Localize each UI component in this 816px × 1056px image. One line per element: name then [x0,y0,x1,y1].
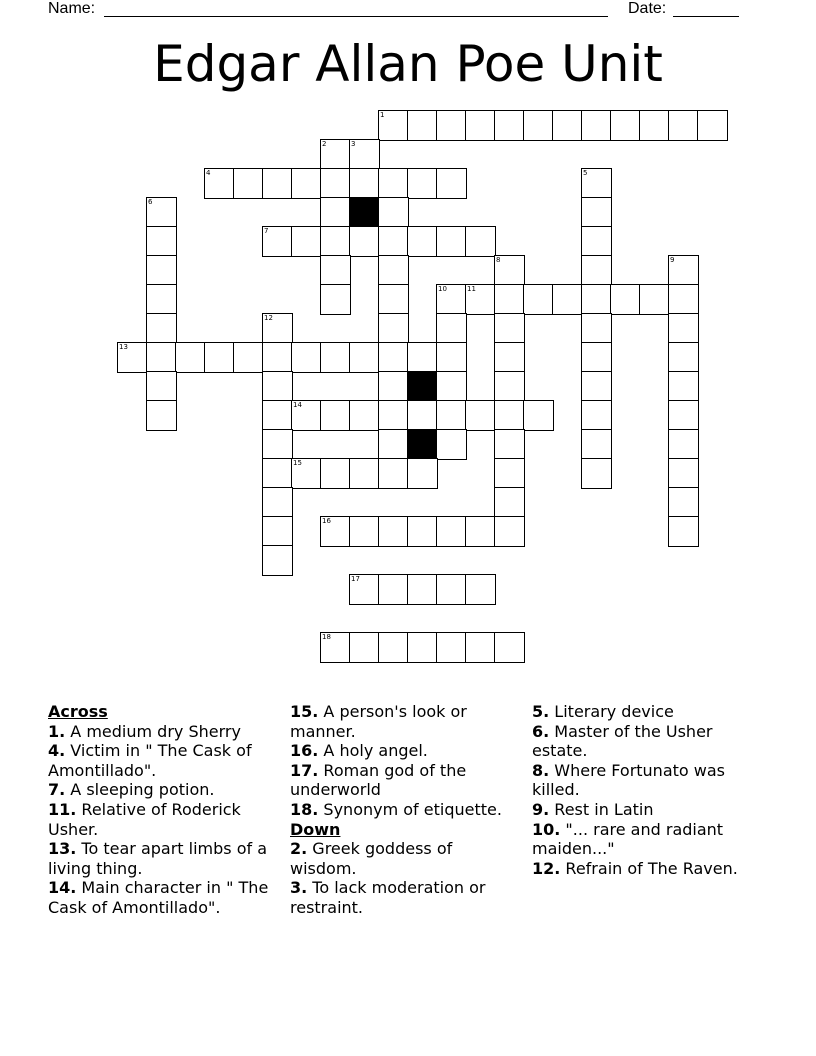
grid-cell[interactable] [436,429,467,460]
clue-item [290,741,522,761]
grid-cell[interactable] [436,516,467,547]
grid-cell[interactable] [523,110,554,141]
clue-item [290,761,522,800]
clue-number: 9. [532,799,550,819]
grid-cell[interactable] [494,458,525,489]
grid-cell[interactable] [146,313,177,344]
clue-text: Rest in Latin [549,799,654,819]
grid-cell[interactable] [320,342,351,373]
clue-item [48,800,280,839]
name-label: Name: [48,0,96,17]
grid-block [407,429,438,460]
clue-column-1 [48,702,280,918]
clue-number: 18. [290,799,319,819]
grid-cell[interactable] [146,371,177,402]
clue-item [48,839,280,878]
grid-cell[interactable] [407,342,438,373]
clue-number: 4 [206,169,211,177]
clue-text: Master of the Usher estate. [532,721,713,761]
clue-number: 10. [532,819,561,839]
grid-cell[interactable] [465,110,496,141]
grid-cell[interactable] [320,255,351,286]
clue-number: 2 [322,140,327,148]
grid-cell[interactable] [378,313,409,344]
clue-text: Where Fortunato was killed. [532,760,725,800]
grid-cell[interactable] [494,255,525,286]
clue-number: 7. [48,780,66,800]
grid-cell[interactable] [436,574,467,605]
grid-cell[interactable] [262,400,293,431]
grid-cell[interactable] [407,458,438,489]
clue-text: To lack moderation or restraint. [290,878,486,917]
grid-cell[interactable] [349,342,380,373]
grid-cell[interactable] [262,226,293,257]
clue-column-2-across [290,702,522,820]
clue-number: 13. [48,839,77,859]
grid-cell[interactable] [378,458,409,489]
grid-cell[interactable] [581,458,612,489]
grid-cell[interactable] [436,110,467,141]
page-title: Edgar Allan Poe Unit [153,35,663,93]
grid-cell[interactable] [320,284,351,315]
grid-cell[interactable] [552,110,583,141]
grid-cell[interactable] [407,168,438,199]
clue-item [532,722,768,761]
grid-cell[interactable] [697,110,728,141]
clue-number: 14. [48,878,77,898]
grid-cell[interactable] [581,255,612,286]
grid-cell[interactable] [436,632,467,663]
clue-text: Literary device [549,702,674,721]
grid-cell[interactable] [378,516,409,547]
grid-cell[interactable] [668,284,699,315]
grid-cell[interactable] [668,400,699,431]
grid-cell[interactable] [378,342,409,373]
grid-cell[interactable] [291,400,322,431]
clue-number: 3. [290,878,308,898]
grid-cell[interactable] [320,197,351,228]
grid-cell[interactable] [349,458,380,489]
clue-text: To tear apart limbs of a living thing. [48,839,268,878]
grid-cell[interactable] [668,487,699,518]
grid-cell[interactable] [378,574,409,605]
clue-column-2-down [290,839,522,917]
clue-item [532,859,768,879]
grid-cell[interactable] [639,284,670,315]
grid-cell[interactable] [581,168,612,199]
grid-block [349,197,380,228]
clue-text: Victim in " The Cask of Amontillado". [48,741,252,780]
grid-cell[interactable] [233,168,264,199]
grid-cell[interactable] [378,226,409,257]
grid-cell[interactable] [262,516,293,547]
grid-cell[interactable] [204,342,235,373]
grid-cell[interactable] [262,429,293,460]
clue-number: 11 [467,285,476,293]
clue-text: A sleeping potion. [65,780,215,800]
grid-cell[interactable] [494,632,525,663]
grid-cell[interactable] [465,400,496,431]
date-label: Date: [628,0,667,17]
grid-cell[interactable] [465,632,496,663]
grid-cell[interactable] [320,168,351,199]
grid-cell[interactable] [378,371,409,402]
grid-cell[interactable] [146,284,177,315]
clue-number: 6. [532,721,550,741]
clue-item [48,741,280,780]
grid-block [407,371,438,402]
grid-cell[interactable] [436,168,467,199]
grid-cell[interactable] [349,632,380,663]
grid-cell[interactable] [407,110,438,141]
grid-cell[interactable] [581,197,612,228]
grid-cell[interactable] [494,429,525,460]
clue-item [290,702,522,741]
clue-number: 3 [351,140,356,148]
grid-cell[interactable] [378,632,409,663]
grid-cell[interactable] [291,168,322,199]
clue-number: 13 [119,343,128,351]
clue-number: 15 [293,459,302,467]
clue-column-2 [290,702,522,918]
grid-cell[interactable] [146,400,177,431]
grid-cell[interactable] [262,487,293,518]
grid-cell[interactable] [378,284,409,315]
clue-number: 2. [290,839,308,859]
clue-item [290,800,522,820]
grid-cell[interactable] [436,313,467,344]
grid-cell[interactable] [581,226,612,257]
grid-cell[interactable] [378,429,409,460]
clue-number: 6 [148,198,153,206]
grid-cell[interactable] [436,342,467,373]
clue-number: 18 [322,633,331,641]
grid-cell[interactable] [378,110,409,141]
grid-cell[interactable] [320,516,351,547]
grid-cell[interactable] [378,197,409,228]
grid-cell[interactable] [494,342,525,373]
clue-text: Synonym of etiquette. [318,799,502,819]
clue-text: A holy angel. [318,741,428,761]
grid-cell[interactable] [494,284,525,315]
clue-number: 15. [290,702,319,721]
grid-cell[interactable] [581,313,612,344]
clue-number: 7 [264,227,269,235]
grid-cell[interactable] [378,168,409,199]
clue-item [48,878,280,917]
grid-cell[interactable] [378,400,409,431]
grid-cell[interactable] [146,255,177,286]
clue-number: 17. [290,760,319,780]
clue-column-3 [532,702,768,878]
grid-cell[interactable] [291,458,322,489]
grid-cell[interactable] [465,226,496,257]
clue-number: 1 [380,111,385,119]
clue-item [48,780,280,800]
grid-cell[interactable] [668,255,699,286]
grid-cell[interactable] [668,516,699,547]
clue-item [48,722,280,742]
clue-number: 8 [496,256,501,264]
grid-cell[interactable] [262,342,293,373]
grid-cell[interactable] [349,168,380,199]
grid-cell[interactable] [291,342,322,373]
grid-cell[interactable] [320,632,351,663]
grid-cell[interactable] [639,110,670,141]
grid-cell[interactable] [146,342,177,373]
grid-cell[interactable] [349,516,380,547]
grid-cell[interactable] [436,226,467,257]
grid-cell[interactable] [581,400,612,431]
clue-number: 11. [48,799,77,819]
grid-cell[interactable] [204,168,235,199]
clue-text: "... rare and radiant maiden..." [532,819,724,859]
grid-cell[interactable] [494,371,525,402]
grid-cell[interactable] [581,284,612,315]
grid-cell[interactable] [581,342,612,373]
grid-cell[interactable] [465,284,496,315]
grid-cell[interactable] [465,574,496,605]
grid-cell[interactable] [436,284,467,315]
grid-cell[interactable] [407,632,438,663]
grid-cell[interactable] [494,400,525,431]
clue-text: Relative of Roderick Usher. [48,799,241,839]
grid-cell[interactable] [320,139,351,170]
grid-cell[interactable] [320,226,351,257]
across-heading: Across [48,702,108,721]
grid-cell[interactable] [349,226,380,257]
clue-number: 5 [583,169,588,177]
grid-cell[interactable] [581,371,612,402]
clue-number: 5. [532,702,550,721]
grid-cell[interactable] [262,545,293,576]
grid-cell[interactable] [291,226,322,257]
clue-number: 12 [264,314,273,322]
grid-cell[interactable] [349,574,380,605]
grid-cell[interactable] [465,516,496,547]
grid-cell[interactable] [233,342,264,373]
grid-cell[interactable] [668,110,699,141]
grid-cell[interactable] [146,197,177,228]
grid-cell[interactable] [581,429,612,460]
clue-number: 16. [290,741,319,761]
clue-item [532,761,768,800]
grid-cell[interactable] [668,371,699,402]
grid-cell[interactable] [494,110,525,141]
clue-number: 16 [322,517,331,525]
clue-number: 14 [293,401,302,409]
grid-cell[interactable] [320,400,351,431]
grid-cell[interactable] [262,168,293,199]
down-heading: Down [290,819,341,839]
grid-cell[interactable] [378,255,409,286]
grid-cell[interactable] [407,516,438,547]
clue-item [532,820,768,859]
grid-cell[interactable] [494,487,525,518]
clue-text: A person's look or manner. [290,702,467,741]
clue-number: 17 [351,575,360,583]
grid-cell[interactable] [523,284,554,315]
clue-text: Refrain of The Raven. [560,858,738,878]
clue-item [290,878,522,917]
clue-number: 12. [532,858,561,878]
grid-cell[interactable] [175,342,206,373]
grid-cell[interactable] [146,226,177,257]
grid-cell[interactable] [407,400,438,431]
clue-text: Main character in " The Cask of Amontillado". [48,878,269,917]
clue-number: 4. [48,741,66,761]
grid-cell[interactable] [668,342,699,373]
grid-cell[interactable] [407,574,438,605]
clue-text: Roman god of the underworld [290,760,467,800]
grid-cell[interactable] [494,313,525,344]
grid-cell[interactable] [262,458,293,489]
grid-cell[interactable] [523,400,554,431]
clue-number: 9 [670,256,675,264]
grid-cell[interactable] [610,110,641,141]
grid-cell[interactable] [407,226,438,257]
grid-cell[interactable] [436,400,467,431]
grid-cell[interactable] [117,342,148,373]
grid-cell[interactable] [349,400,380,431]
clue-text: Greek goddess of wisdom. [290,839,453,878]
grid-cell[interactable] [668,458,699,489]
grid-cell[interactable] [349,139,380,170]
grid-cell[interactable] [668,429,699,460]
clue-item [290,839,522,878]
grid-cell[interactable] [552,284,583,315]
clue-text: A medium dry Sherry [65,721,241,741]
grid-cell[interactable] [262,313,293,344]
grid-cell[interactable] [668,313,699,344]
clue-item [532,702,768,722]
clue-number: 1. [48,721,66,741]
grid-cell[interactable] [262,371,293,402]
clue-number: 8. [532,760,550,780]
grid-cell[interactable] [436,371,467,402]
clue-item [532,800,768,820]
grid-cell[interactable] [610,284,641,315]
clue-number: 10 [438,285,447,293]
grid-cell[interactable] [320,458,351,489]
grid-cell[interactable] [581,110,612,141]
grid-cell[interactable] [494,516,525,547]
